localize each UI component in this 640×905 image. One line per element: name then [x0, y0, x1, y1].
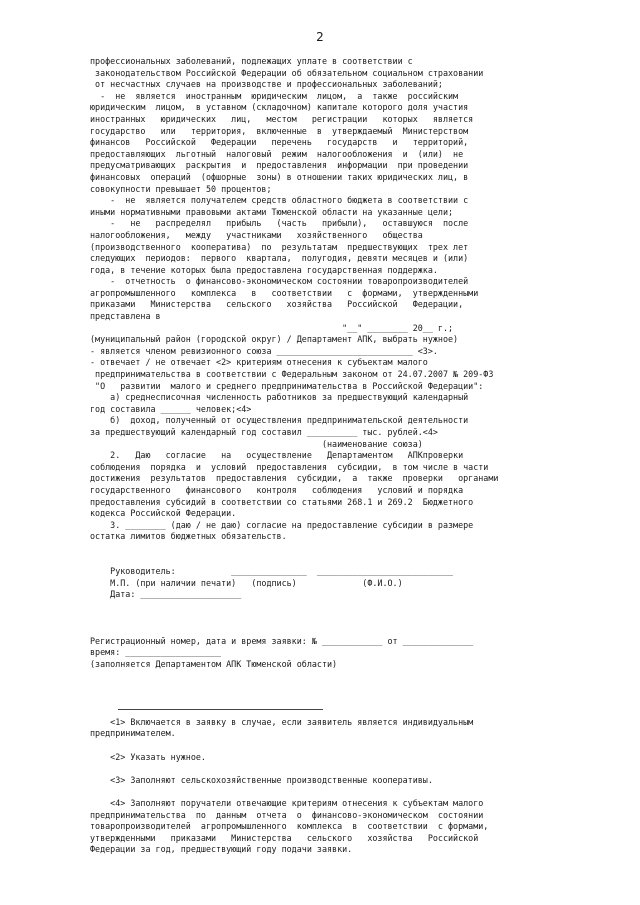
text-line: предоставления субсидий в соответствии со статьями 268.1 и 269.2 Бюджетного — [90, 496, 474, 507]
text-line: утвержденными приказами Министерства сельского хозяйства Российской — [90, 832, 479, 843]
text-line: - не является получателем средств областного бюджета в соответствии с — [90, 195, 469, 206]
text-line: представлена в — [90, 311, 161, 322]
text-line: финансовых операций (офшорные зоны) в отношении таких юридических лиц, в — [90, 171, 469, 182]
text-line: Дата: ____________________ — [90, 589, 242, 600]
text-line: <3> Заполняют сельскохозяйственные производственные кооперативы. — [90, 774, 433, 785]
text-line: (наименование союза) — [90, 438, 423, 449]
text-line: "О развитии малого и среднего предпринимательства в Российской Федерации": — [90, 380, 484, 391]
text-line: государство или территория, включенные в утверждаемый Министерством — [90, 125, 469, 136]
text-line: кодекса Российской Федерации. — [90, 508, 237, 519]
text-line: от несчастных случаев на производстве и профессиональных заболеваний; — [90, 79, 443, 90]
page-number: 2 — [316, 30, 324, 44]
text-line: 2. Даю согласие на осуществление Департаментом АПКпроверки — [90, 450, 464, 461]
text-line: финансов Российской Федерации перечень государств и территорий, — [90, 137, 469, 148]
text-line: совокупности превышает 50 процентов; — [90, 183, 272, 194]
text-line: М.П. (при наличии печати) (подпись) (Ф.И.О.) — [90, 577, 403, 588]
text-line: предусматривающих раскрытия и предоставления информации при проведении — [90, 160, 469, 171]
text-line: предпринимательства по данным отчета о финансово-экономическом состоянии — [90, 809, 484, 820]
text-line: - является членом ревизионного союза ___________________________ <3>. — [90, 345, 438, 356]
text-line: иными нормативными правовыми актами Тюменской области на указанные цели; — [90, 206, 454, 217]
text-line — [90, 694, 578, 706]
text-line: <4> Заполняют поручатели отвечающие критериям отнесения к субъектам малого — [90, 798, 484, 808]
text-line — [90, 740, 578, 752]
text-line — [90, 786, 578, 798]
footnote-separator — [118, 709, 323, 710]
text-line: следующих периодов: первого квартала, полугодия, девяти месяцев и (или) — [90, 253, 469, 264]
text-line: за предшествующий календарный год составил __________ тыс. рублей.<4> — [90, 427, 438, 437]
text-line: года, в течение которых была предоставлена государственная поддержка. — [90, 264, 438, 275]
text-line: время: ___________________ — [90, 647, 222, 658]
text-line: Федерации за год, предшествующий году подачи заявки. — [90, 844, 353, 855]
text-line: - не является иностранным юридическим лицом, а также российским — [90, 90, 459, 101]
text-line — [90, 613, 578, 625]
text-line — [90, 705, 578, 717]
text-line: налогообложения, между участниками хозяйственного общества — [90, 229, 423, 240]
text-line: год составила ______ человек;<4> — [90, 403, 252, 414]
text-line: предпринимателем. — [90, 728, 176, 739]
text-line: - отчетность о финансово-экономическом состоянии товаропроизводителей — [90, 276, 469, 287]
text-line: предоставляющих льготный налоговый режим налогообложения и (или) не — [90, 148, 464, 159]
text-line: агропромышленного комплекса в соответствии с формами, утвержденными — [90, 287, 479, 298]
text-line: приказами Министерства сельского хозяйства Российской Федерации, — [90, 299, 464, 310]
text-line: юридическим лицом, в уставном (складочном) капитале которого доля участия — [90, 102, 469, 113]
text-line — [90, 682, 578, 694]
text-line: государственного финансового контроля соблюдения условий и порядка — [90, 484, 464, 495]
text-line — [90, 543, 578, 555]
text-line: "__" ________ 20__ г.; — [90, 322, 454, 333]
text-line — [90, 624, 578, 636]
text-line: законодательством Российской Федерации об обязательном социальном страховании — [90, 67, 484, 78]
text-line: соблюдения порядка и условий предоставления субсидии, в том числе в части — [90, 461, 489, 472]
text-line: остатка лимитов бюджетных обязательств. — [90, 531, 287, 542]
text-line: б) доход, полученный от осуществления предпринимательской деятельности — [90, 415, 469, 426]
text-line: иностранных юридических лиц, местом регистрации которых является — [90, 113, 474, 124]
text-line: Регистрационный номер, дата и время заявки: № ____________ от ______________ — [90, 635, 474, 646]
text-line: <1> Включается в заявку в случае, если заявитель является индивидуальным — [90, 716, 474, 727]
text-line: товаропроизводителей агропромышленного комплекса в соответствии с формами, — [90, 821, 489, 832]
text-line: <2> Указать нужное. — [90, 751, 206, 762]
text-line — [90, 670, 578, 682]
text-line: достижения результатов предоставления субсидии, а также проверки органами — [90, 473, 499, 484]
text-line: а) среднесписочная численность работников за предшествующий календарный — [90, 392, 469, 403]
text-line: (муниципальный район (городской округ) / Департамент АПК, выбрать нужное) — [90, 334, 459, 345]
text-line — [90, 555, 578, 567]
text-line: (заполняется Департаментом АПК Тюменской области) — [90, 658, 338, 669]
text-line: предпринимательства в соответствии с Федеральным законом от 24.07.2007 № 209-ФЗ — [90, 369, 494, 380]
text-line — [90, 763, 578, 775]
text-line: - отвечает / не отвечает <2> критериям отнесения к субъектам малого — [90, 357, 428, 368]
text-line: 3. ________ (даю / не даю) согласие на предоставление субсидии в размере — [90, 519, 474, 530]
document-body — [90, 56, 578, 856]
text-line: Руководитель: _______________ ___________________________ — [90, 566, 454, 577]
text-line: - не распределял прибыль (часть прибыли), оставшуюся после — [90, 218, 469, 229]
text-line: профессиональных заболеваний, подлежащих уплате в соответствии с — [90, 56, 413, 66]
text-line: (производственного кооператива) по результатам предшествующих трех лет — [90, 241, 469, 252]
text-line — [90, 601, 578, 613]
